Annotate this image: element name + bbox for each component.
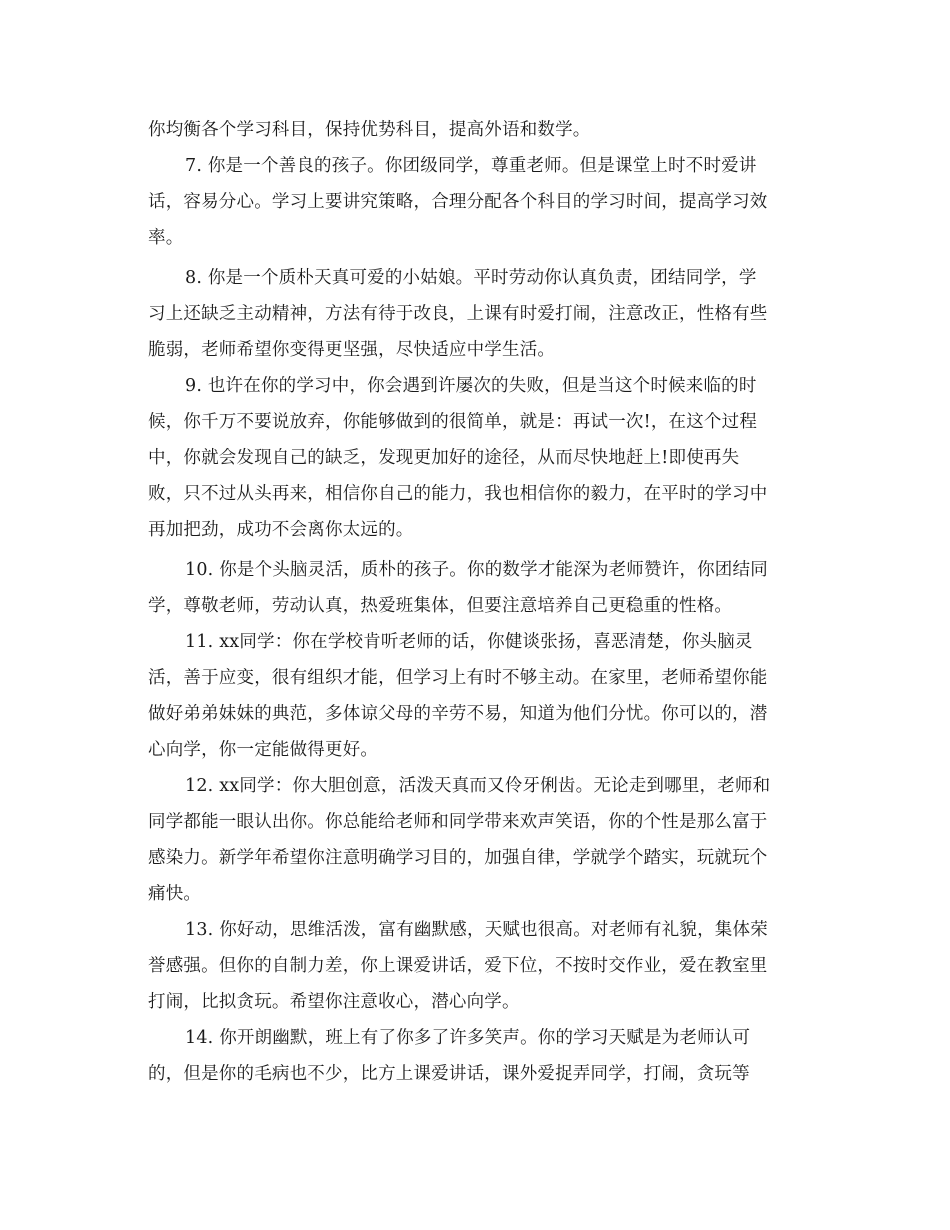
paragraph-12-line: 12. xx同学：你大胆创意，活泼天真而又伶牙俐齿。无论走到哪里，老师和: [185, 776, 771, 796]
text-line: 做好弟弟妹妹的典范，多体谅父母的辛劳不易，知道为他们分忧。你可以的，潜: [148, 704, 768, 724]
paragraph-7-line: 7. 你是一个善良的孩子。你团级同学，尊重老师。但是课堂上时不时爱讲: [185, 156, 757, 176]
paragraph-11-line: 11. xx同学：你在学校肯听老师的话，你健谈张扬，喜恶清楚，你头脑灵: [185, 632, 753, 652]
text-line: 打闹，比拟贪玩。希望你注意收心，潜心向学。: [148, 992, 520, 1012]
text-line: 同学都能一眼认出你。你总能给老师和同学带来欢声笑语，你的个性是那么富于: [148, 812, 768, 832]
text-line: 再加把劲，成功不会离你太远的。: [148, 520, 414, 540]
text-line: 中，你就会发现自己的缺乏，发现更加好的途径，从而尽快地赶上!即使再失: [148, 448, 740, 468]
paragraph-13-line: 13. 你好动，思维活泼，富有幽默感，天赋也很高。对老师有礼貌，集体荣: [185, 920, 768, 940]
text-line: 感染力。新学年希望你注意明确学习目的，加强自律，学就学个踏实，玩就玩个: [148, 848, 768, 868]
text-line: 你均衡各个学习科目，保持优势科目，提高外语和数学。: [148, 120, 591, 140]
text-line: 誉感强。但你的自制力差，你上课爱讲话，爱下位，不按时交作业，爱在教室里: [148, 956, 768, 976]
text-line: 学，尊敬老师，劳动认真，热爱班集体，但要注意培养自己更稳重的性格。: [148, 596, 733, 616]
text-line: 率。: [148, 228, 184, 248]
text-line: 话，容易分心。学习上要讲究策略，合理分配各个科目的学习时间，提高学习效: [148, 192, 768, 212]
text-line: 心向学，你一定能做得更好。: [148, 740, 379, 760]
text-line: 痛快。: [148, 884, 202, 904]
text-line: 候，你千万不要说放弃，你能够做到的很简单，就是：再试一次!，在这个过程: [148, 412, 758, 432]
paragraph-10-line: 10. 你是个头脑灵活，质朴的孩子。你的数学才能深为老师赞许，你团结同: [185, 560, 768, 580]
text-line: 败，只不过从头再来，相信你自己的能力，我也相信你的毅力，在平时的学习中: [148, 484, 768, 504]
text-line: 的，但是你的毛病也不少，比方上课爱讲话，课外爱捉弄同学，打闹，贪玩等: [148, 1064, 750, 1084]
paragraph-8-line: 8. 你是一个质朴天真可爱的小姑娘。平时劳动你认真负责，团结同学，学: [185, 268, 757, 288]
paragraph-14-line: 14. 你开朗幽默，班上有了你多了许多笑声。你的学习天赋是为老师认可: [185, 1028, 751, 1048]
text-line: 习上还缺乏主动精神，方法有待于改良，上课有时爱打闹，注意改正，性格有些: [148, 304, 768, 324]
text-line: 活，善于应变，很有组织才能，但学习上有时不够主动。在家里，老师希望你能: [148, 668, 768, 688]
text-line: 脆弱，老师希望你变得更坚强，尽快适应中学生活。: [148, 340, 556, 360]
paragraph-9-line: 9. 也许在你的学习中，你会遇到许屡次的失败，但是当这个时候来临的时: [185, 376, 757, 396]
